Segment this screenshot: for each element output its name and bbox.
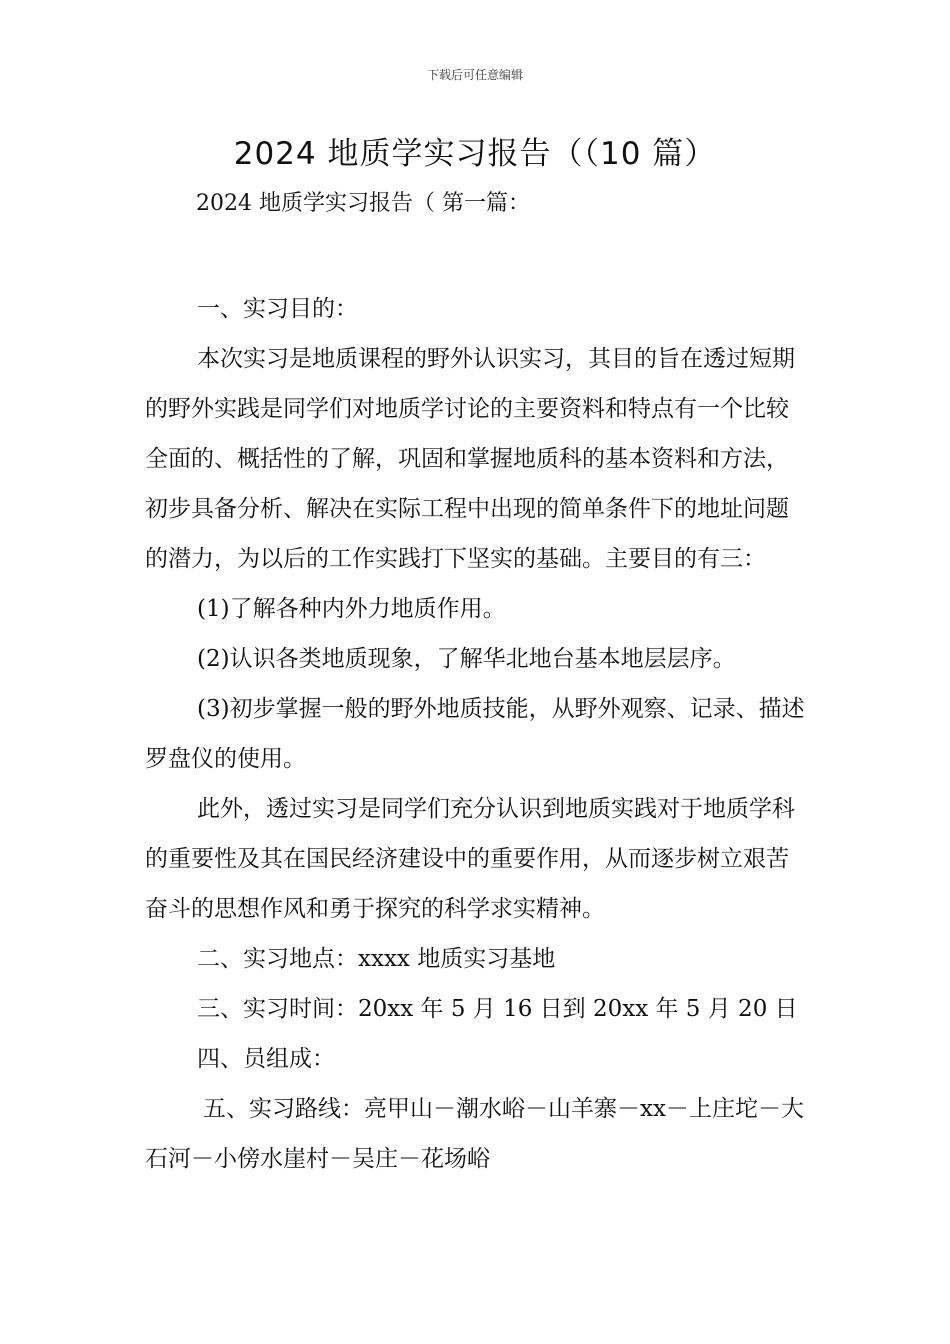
- paragraph-purpose: 本次实习是地质课程的野外认识实习，其目的旨在透过短期的野外实践是同学们对地质学讨论的主要资料和特点有一个比较全面的、概括性的了解，巩固和掌握地质科的基本资料和方法，初步具备分析、解决在实际工程中出现的简单条件下的地址问题的潜力，为以后的工作实践打下坚实的基础。主要目的有三：: [145, 346, 795, 572]
- paragraph-significance: 此外，透过实习是同学们充分认识到地质实践对于地质学科的重要性及其在国民经济建设中的重要作用，从而逐步树立艰苦奋斗的思想作风和勇于探究的科学求实精神。: [145, 796, 795, 922]
- list-item-1: (1)了解各种内外力地质作用。: [197, 596, 506, 622]
- section-time: 三、实习时间：20xx 年 5 月 16 日到 20xx 年 5 月 20 日: [197, 996, 798, 1022]
- section-heading-purpose: 一、实习目的：: [197, 296, 358, 322]
- header-note: 下载后可任意编辑: [426, 68, 523, 82]
- section-members: 四、员组成：: [197, 1046, 335, 1072]
- document-subtitle: 2024 地质学实习报告（ 第一篇：: [196, 191, 530, 216]
- document-body: [145, 284, 810, 1184]
- section-route: 五、实习路线：亮甲山－潮水峪－山羊寨－xx－上庄坨－大石河－小傍水崖村－吴庄－花场峪: [145, 1096, 804, 1172]
- section-location: 二、实习地点：xxxx 地质实习基地: [197, 946, 556, 972]
- list-item-3: (3)初步掌握一般的野外地质技能，从野外观察、记录、描述罗盘仪的使用。: [145, 696, 805, 772]
- document-title: 2024 地质学实习报告（（10 篇）: [233, 136, 717, 172]
- list-item-2: (2)认识各类地质现象，了解华北地台基本地层层序。: [197, 646, 736, 672]
